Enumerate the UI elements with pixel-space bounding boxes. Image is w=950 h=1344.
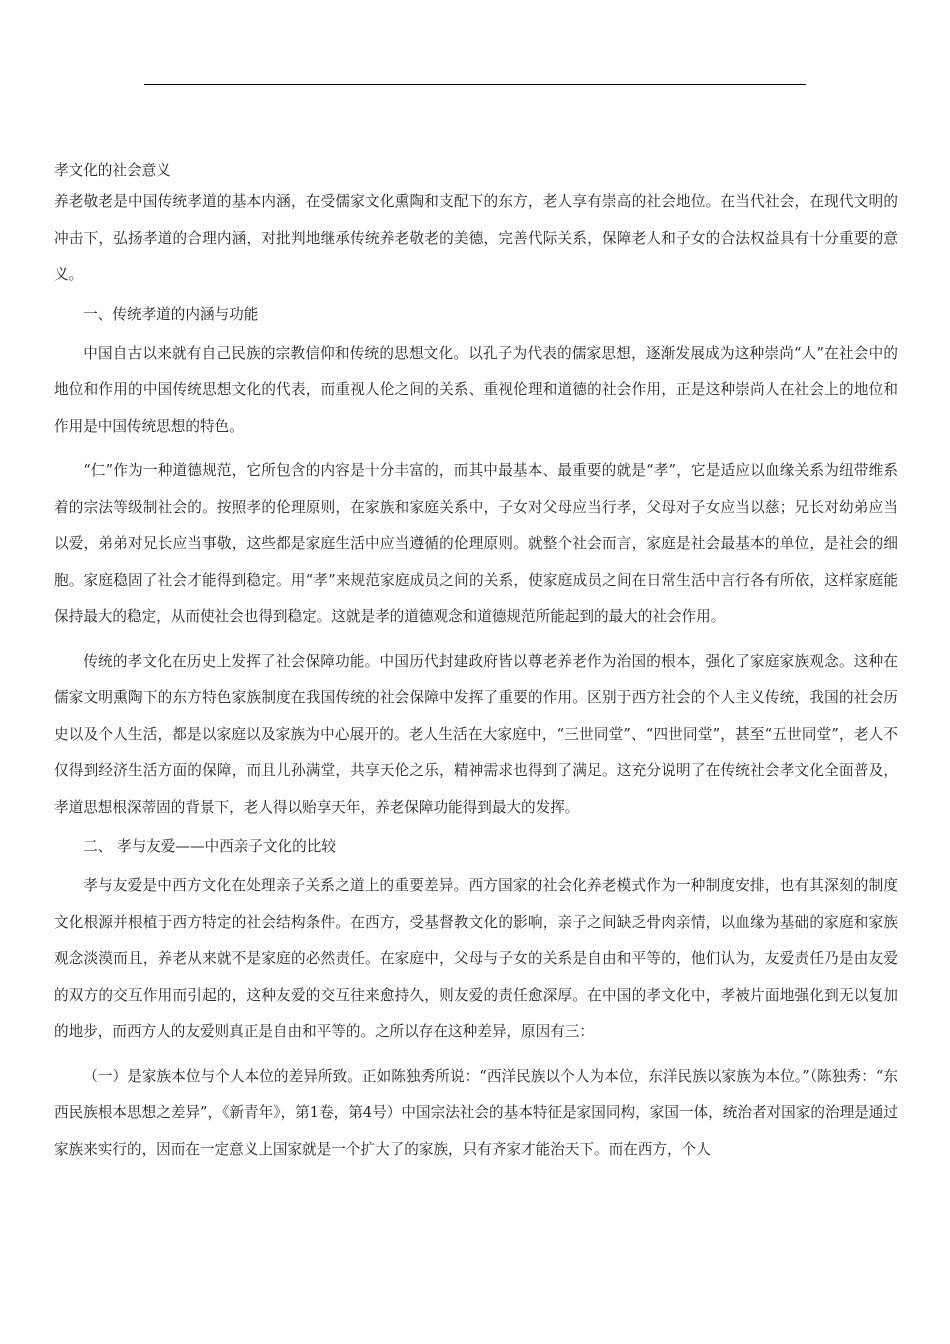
header-rule [144,84,806,85]
paragraph: 孝与友爱是中西方文化在处理亲子关系之道上的重要差异。西方国家的社会化养老模式作为一种制度安排，也有其深刻的制度文化根源并根植于西方特定的社会结构条件。在西方，受基督教文化的影响，亲子之间缺乏骨肉亲情，以血缘为基础的家庭和家族观念淡漠而且，养老从来就不是家庭的必然责任。在家庭中，父母与子女的关系是自由和平等的，他们认为，友爱责任乃是由友爱的双方的交互作用而引起的，这种友爱的交互往来愈持久，则友爱的责任愈深厚。在中国的孝文化中，孝被片面地强化到无以复加的地步，而西方人的友爱则真正是自由和平等的。之所以存在这种差异，原因有三： [54,877,898,1040]
paragraph: 传统的孝文化在历史上发挥了社会保障功能。中国历代封建政府皆以尊老养老作为治国的根本，强化了家庭家族观念。这种在儒家文明熏陶下的东方特色家族制度在我国传统的社会保障中发挥了重要的作用。区别于西方社会的个人主义传统，我国的社会历史以及个人生活，都是以家庭以及家族为中心展开的。老人生活在大家庭中，“三世同堂”、“四世同堂”，甚至“五世同堂”，老人不仅得到经济生活方面的保障，而且儿孙满堂，共享天伦之乐，精神需求也得到了满足。这充分说明了在传统社会孝文化全面普及，孝道思想根深蒂固的背景下，老人得以贻享天年，养老保障功能得到最大的发挥。 [54,652,898,816]
section-heading-2: 二、 孝与友爱——中西亲子文化的比较 [83,838,336,855]
document-title: 孝文化的社会意义 [54,162,171,179]
paragraph: “仁”作为一种道德规范，它所包含的内容是十分丰富的，而其中最基本、最重要的就是“孝”，它是适应以血缘关系为纽带维系着的宗法等级制社会的。按照孝的伦理原则，在家族和家庭关系中，子女对父母应当行孝，父母对子女应当以慈；兄长对幼弟应当以爱，弟弟对兄长应当事敬，这些都是家庭生活中应当遵循的伦理原则。就整个社会而言，家庭是社会最基本的单位，是社会的细 胞。家庭稳固了社会才能得到稳定。用“孝”来规范家庭成员之间的关系，使家庭成员之间在日常生活中言行各有所依，这样家庭能保持最大的稳定，从而使社会也得到稳定。这就是孝的道德观念和道德规范所能起到的最大的社会作用。 [54,462,898,625]
section-heading-1: 一、传统孝道的内涵与功能 [83,305,259,323]
paragraph: 中国自古以来就有自己民族的宗教信仰和传统的思想文化。以孔子为代表的儒家思想，逐渐发展成为这种崇尚“人”在社会中的地位和作用的中国传统思想文化的代表，而重视人伦之间的关系、重视伦理和道德的社会作用，正是这种崇尚人在社会上的地位和作用是中国传统思想的特色。 [54,344,898,435]
paragraph: （一）是家族本位与个人本位的差异所致。正如陈独秀所说：“西洋民族以个人为本位，东洋民族以家族为本位。”（陈独秀：“东西民族根本思想之差异”，《新青年》，第1卷，第4号）中国宗法社会的基本特征是家国同构，家国一体，统治者对国家的治理是通过家族来实行的，因而在一定意义上国家就是一个扩大了的家族，只有齐家才能治天下。而在西方，个人 [54,1067,898,1158]
lead-paragraph: 养老敬老是中国传统孝道的基本内涵，在受儒家文化熏陶和支配下的东方，老人享有崇高的社会地位。在当代社会，在现代文明的冲击下，弘扬孝道的合理内涵，对批判地继承传统养老敬老的美德，完善代际关系，保障老人和子女的合法权益具有十分重要的意义。 [54,193,898,283]
document-body [54,158,898,1176]
